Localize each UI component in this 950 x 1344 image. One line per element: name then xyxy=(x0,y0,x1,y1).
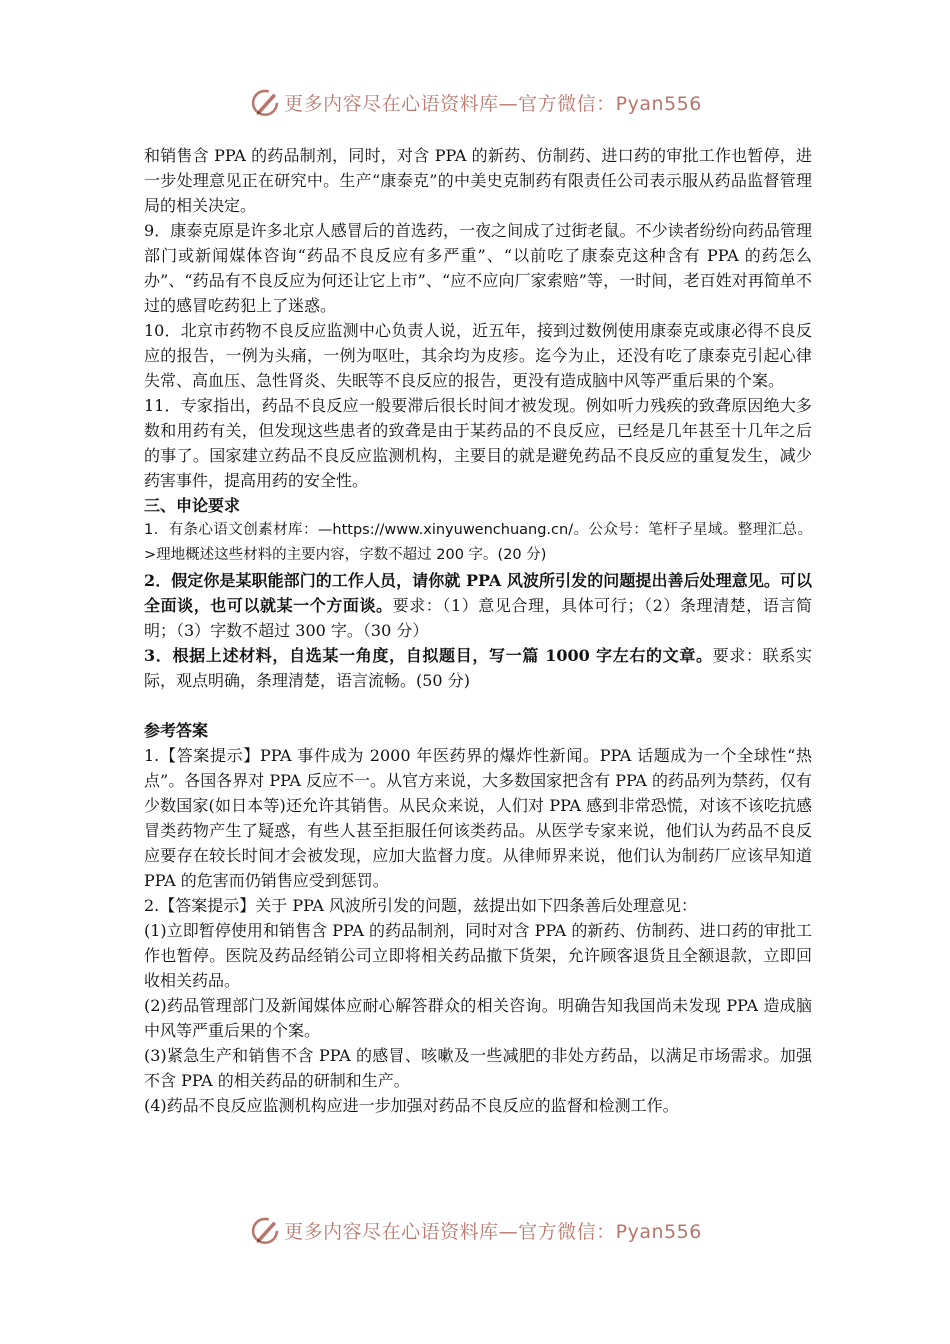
requirement-1: 1．有条心语文创素材库：—https://www.xinyuwenchuang.cn/。公众号：笔杆子星域。整理汇总。>理地概述这些材料的主要内容，字数不超过 200 字。(20 分) xyxy=(144,522,812,563)
material-paragraph-10: 10．北京市药物不良反应监测中心负责人说，近五年，接到过数例使用康泰克或康必得不良反应的报告，一例为头痛，一例为呕吐，其余均为皮疹。迄今为止，还没有吃了康泰克引起心律失常、高血压、急性肾炎、失眠等不良反应的报告，更没有造成脑中风等严重后果的个案。 xyxy=(144,321,812,390)
footer-banner xyxy=(0,1210,950,1250)
header-banner xyxy=(0,82,950,122)
requirement-2 xyxy=(144,568,812,643)
material-paragraph-11: 11．专家指出，药品不良反应一般要滞后很长时间才被发现。例如听力残疾的致聋原因绝大多数和用药有关，但发现这些患者的致聋是由于某药品的不良反应，已经是几年甚至十几年之后的事了。国家建立药品不良反应监测机构，主要目的就是避免药品不良反应的重复发生，减少药害事件，提高用药的安全性。 xyxy=(144,396,812,490)
answer-2-intro: 2.【答案提示】关于 PPA 风波所引发的问题，兹提出如下四条善后处理意见： xyxy=(144,896,698,915)
requirement-2-rest: 要求：（1）意见合理，具体可行；（2）条理清楚，语言简明；（3）字数不超过 300 字。（30 分） xyxy=(144,596,812,640)
requirement-2-bold: 2．假定你是某职能部门的工作人员，请你就 PPA 风波所引发的问题提出善后处理意见。可以全面谈，也可以就某一个方面谈。 xyxy=(144,571,812,615)
answer-1: 1.【答案提示】PPA 事件成为 2000 年医药界的爆炸性新闻。PPA 话题成为一个全球性“热点”。各国各界对 PPA 反应不一。从官方来说，大多数国家把含有 PPA 的药品列为禁药，仅有少数国家(如日本等)还允许其销售。从民众来说，人们对 PPA 感到非常恐慌，对该不该吃抗感冒类药物产生了疑惑，有些人甚至拒服任何该类药品。从医学专家来说，他们认为药品不良反应要存在较长时间才会被发现，应加大监督力度。从律师界来说，他们认为制药厂应该早知道 PPA 的危害而仍销售应受到惩罚。 xyxy=(144,746,812,890)
document-body xyxy=(144,143,812,1118)
answer-2-item-1: (1)立即暂停使用和销售含 PPA 的药品制剂，同时对含 PPA 的新药、仿制药、进口药的审批工作也暂停。医院及药品经销公司立即将相关药品撤下货架，允许顾客退货且全额退款，立即回收相关药品。 xyxy=(144,921,812,990)
answer-2-item-2: (2)药品管理部门及新闻媒体应耐心解答群众的相关咨询。明确告知我国尚未发现 PPA 造成脑中风等严重后果的个案。 xyxy=(144,996,812,1040)
banner-text: 更多内容尽在心语资料库—官方微信：Pyan556 xyxy=(284,92,702,115)
material-paragraph: 和销售含 PPA 的药品制剂，同时，对含 PPA 的新药、仿制药、进口药的审批工作也暂停，进一步处理意见正在研究中。生产“康泰克”的中美史克制药有限责任公司表示服从药品监督管理局的相关决定。 xyxy=(144,146,812,215)
requirement-3-bold: 3．根据上述材料，自选某一角度，自拟题目，写一篇 1000 字左右的文章。 xyxy=(144,646,713,665)
answer-2-item-4: (4)药品不良反应监测机构应进一步加强对药品不良反应的监督和检测工作。 xyxy=(144,1096,679,1115)
section-heading: 三、申论要求 xyxy=(144,496,241,515)
spacer xyxy=(144,693,812,718)
requirement-3 xyxy=(144,643,812,693)
banner-text: 更多内容尽在心语资料库—官方微信：Pyan556 xyxy=(284,1220,702,1243)
requirement-3-rest: 要求：联系实际，观点明确，条理清楚，语言流畅。(50 分) xyxy=(144,646,812,690)
answer-heading: 参考答案 xyxy=(144,721,209,740)
answer-2-item-3: (3)紧急生产和销售不含 PPA 的感冒、咳嗽及一些减肥的非处方药品，以满足市场需求。加强不含 PPA 的相关药品的研制和生产。 xyxy=(144,1046,812,1090)
pen-swirl-logo-icon xyxy=(248,1213,282,1247)
pen-swirl-logo-icon xyxy=(248,85,282,119)
material-paragraph-9: 9．康泰克原是许多北京人感冒后的首选药，一夜之间成了过街老鼠。不少读者纷纷向药品管理部门或新闻媒体咨询“药品不良反应有多严重”、“以前吃了康泰克这种含有 PPA 的药怎么办”、“药品有不良反应为何还让它上市”、“应不应向厂家索赔”等，一时间，老百姓对再简单不过的感冒吃药犯上了迷惑。 xyxy=(144,221,812,315)
